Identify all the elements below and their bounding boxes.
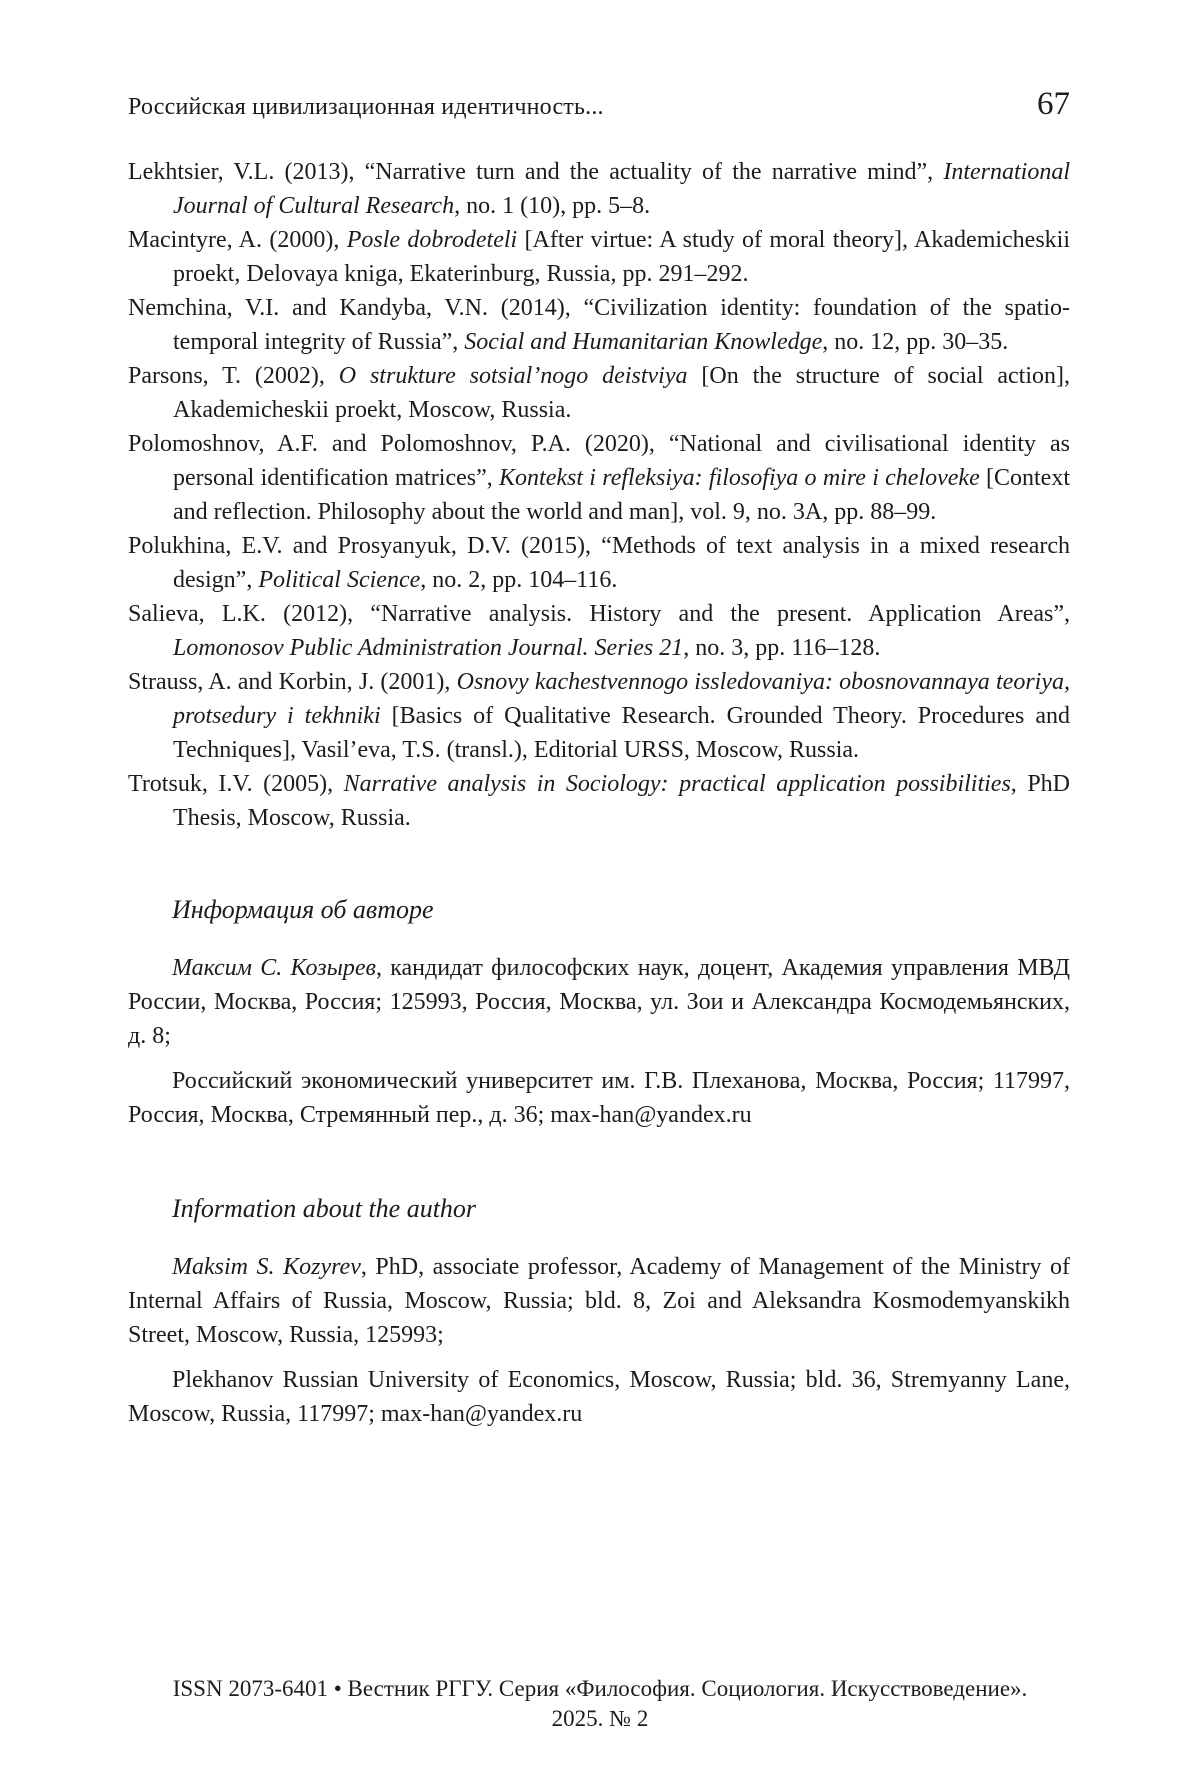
- text-run: [After virtue: A study of moral theory], Akademicheskii proekt, Delovaya kniga, Ekaterinburg, Russia, pp. 291–292.: [173, 227, 1071, 287]
- author-info-ru-section: [128, 895, 1070, 1132]
- text-run: Plekhanov Russian University of Economics, Moscow, Russia; bld. 36, Stremyanny Lane, Moscow, Russia, 117997; max-han@yandex.ru: [128, 1367, 1070, 1427]
- text-run: Lekhtsier, V.L. (2013), “Narrative turn and the actuality of the narrative mind”,: [128, 159, 944, 185]
- text-run: , no. 1 (10), pp. 5–8.: [454, 193, 651, 219]
- text-run: Polomoshnov, A.F. and Polomoshnov, P.A. (2020), “National and civilisational identity as personal identification matrices”,: [128, 431, 1070, 491]
- text-run: , no. 2, pp. 104–116.: [420, 567, 618, 593]
- section-heading-ru: Информация об авторе: [172, 895, 434, 924]
- footer-line-2: 2025. № 2: [551, 1706, 649, 1731]
- paragraph: [128, 1250, 1070, 1352]
- text-run: Salieva, L.K. (2012), “Narrative analysis. History and the present. Application Areas”,: [128, 601, 1070, 627]
- paragraph: [128, 1064, 1070, 1132]
- reference-entry: [128, 291, 1070, 359]
- reference-entry: [128, 665, 1070, 767]
- italic-text: O strukture sotsial’nogo deistviya: [338, 363, 688, 389]
- italic-text: Social and Humanitarian Knowledge: [464, 329, 823, 355]
- text-run: Parsons, T. (2002),: [128, 363, 339, 389]
- author-info-ru-paragraphs: [128, 951, 1070, 1132]
- running-head: Российская цивилизационная идентичность...: [128, 94, 604, 120]
- reference-entry: [128, 359, 1070, 427]
- reference-entry: [128, 427, 1070, 529]
- text-run: , no. 3, pp. 116–128.: [683, 635, 881, 661]
- references-list: [128, 155, 1070, 835]
- text-run: , PhD Thesis, Moscow, Russia.: [173, 771, 1071, 831]
- section-heading-en: Information about the author: [172, 1194, 477, 1223]
- text-run: Strauss, A. and Korbin, J. (2001),: [128, 669, 457, 695]
- italic-text: Kontekst i refleksiya: filosofiya o mire i cheloveke: [499, 465, 980, 491]
- text-run: Trotsuk, I.V. (2005),: [128, 771, 344, 797]
- text-run: Macintyre, A. (2000),: [128, 227, 347, 253]
- italic-text: Posle dobrodeteli: [346, 227, 518, 253]
- text-run: , кандидат философских наук, доцент, Академия управления МВД России, Москва, Россия; 125993, Россия, Москва, ул. Зои и Александра Космодемьянских, д. 8;: [128, 955, 1070, 1049]
- text-run: [Context and reflection. Philosophy about the world and man], vol. 9, no. 3A, pp. 88–99.: [173, 465, 1070, 525]
- italic-text: Narrative analysis in Sociology: practical application possibilities: [343, 771, 1011, 797]
- reference-entry: [128, 155, 1070, 223]
- text-run: , PhD, associate professor, Academy of Management of the Ministry of Internal Affairs of Russia, Moscow, Russia; bld. 8, Zoi and Aleksandra Kosmodemyanskikh Street, Moscow, Russia, 125993;: [128, 1254, 1070, 1348]
- reference-entry: [128, 529, 1070, 597]
- page-header: [128, 86, 1070, 123]
- footer-line-1: ISSN 2073-6401 • Вестник РГГУ. Серия «Философия. Социология. Искусствоведение».: [172, 1676, 1028, 1701]
- text-run: Nemchina, V.I. and Kandyba, V.N. (2014), “Civilization identity: foundation of the spatio-temporal integrity of Russia”,: [128, 295, 1070, 355]
- text-run: Polukhina, E.V. and Prosyanyuk, D.V. (2015), “Methods of text analysis in a mixed research design”,: [128, 533, 1070, 593]
- page-footer: [0, 1674, 1200, 1734]
- italic-text: Osnovy kachestvennogo issledovaniya: obosnovannaya teoriya, protsedury i tekhniki: [173, 669, 1070, 729]
- italic-text: International Journal of Cultural Research: [173, 159, 1070, 219]
- text-run: Российский экономический университет им. Г.В. Плеханова, Москва, Россия; 117997, Россия, Москва, Стремянный пер., д. 36; max-han@yandex.ru: [128, 1068, 1070, 1128]
- text-run: [Basics of Qualitative Research. Grounded Theory. Procedures and Techniques], Vasil’eva, T.S. (transl.), Editorial URSS, Moscow, Russia.: [173, 703, 1070, 763]
- reference-entry: [128, 597, 1070, 665]
- paragraph: [128, 951, 1070, 1053]
- text-run: , no. 12, pp. 30–35.: [822, 329, 1009, 355]
- paragraph: [128, 1363, 1070, 1431]
- italic-text: Максим С. Козырев: [172, 955, 376, 981]
- italic-text: Lomonosov Public Administration Journal. Series 21: [173, 635, 684, 661]
- reference-entry: [128, 223, 1070, 291]
- author-info-en-section: [128, 1194, 1070, 1431]
- page-number: 67: [1037, 86, 1070, 122]
- italic-text: Maksim S. Kozyrev: [172, 1254, 361, 1280]
- author-info-en-paragraphs: [128, 1250, 1070, 1431]
- reference-entry: [128, 767, 1070, 835]
- text-run: [On the structure of social action], Akademicheskii proekt, Moscow, Russia.: [173, 363, 1070, 423]
- italic-text: Political Science: [258, 567, 421, 593]
